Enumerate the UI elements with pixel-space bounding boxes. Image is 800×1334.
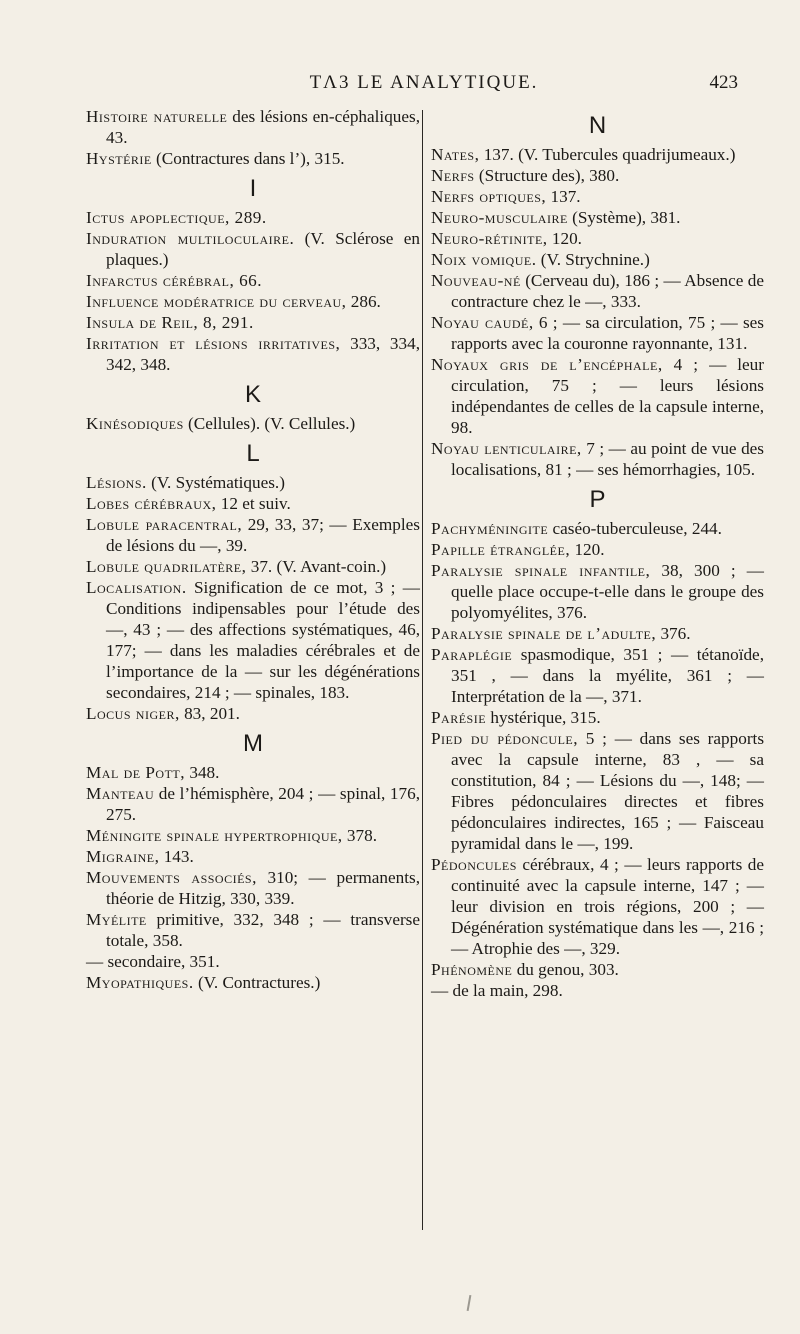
index-entry: [431, 707, 764, 728]
index-entry: [431, 144, 764, 165]
entry-headword: Kinésodiques: [86, 414, 184, 433]
column-divider: [422, 110, 423, 1230]
index-entry: [431, 438, 764, 480]
index-entry: [86, 762, 420, 783]
index-entry: [86, 825, 420, 846]
entry-headword: Locus niger,: [86, 704, 180, 723]
section-letter: M: [243, 730, 263, 757]
entry-headword: Hystérie: [86, 149, 152, 168]
entry-references: hystérique, 315.: [486, 708, 601, 727]
entry-references: 38, 300 ; — quelle place occupe-t-elle dans le groupe des polyomyélites, 376.: [451, 561, 764, 622]
index-entry: [431, 249, 764, 270]
entry-references: — de la main, 298.: [431, 981, 563, 1000]
entry-headword: Localisation.: [86, 578, 187, 597]
entry-references: (Système), 381.: [567, 208, 681, 227]
entry-references: 120.: [570, 540, 605, 559]
entry-headword: Migraine,: [86, 847, 160, 866]
index-entry: [431, 518, 764, 539]
entry-headword: Induration multiloculaire.: [86, 229, 295, 248]
entry-headword: Paralysie spinale infantile,: [431, 561, 651, 580]
entry-headword: Noix vomique.: [431, 250, 537, 269]
entry-headword: Lobule quadrilatère,: [86, 557, 247, 576]
entry-headword: Nouveau-né: [431, 271, 521, 290]
entry-references: — secondaire, 351.: [86, 952, 220, 971]
index-entry: [86, 577, 420, 703]
entry-references: des lésions en-céphaliques, 43.: [106, 107, 421, 147]
entry-headword: Pied du pédoncule,: [431, 729, 579, 748]
entry-references: de l’hémisphère, 204 ; — spinal, 176, 275.: [106, 784, 420, 824]
entry-headword: Ictus apoplectique, 289.: [86, 208, 267, 227]
entry-references: 12 et suiv.: [216, 494, 291, 513]
entry-references: 6 ; — sa circulation, 75 ; — ses rapports avec la couronne rayonnante, 131.: [451, 313, 764, 353]
header-title: TΛ3 LE ANALYTIQUE.: [309, 72, 539, 93]
index-entry: [431, 270, 764, 312]
index-entry: [431, 728, 764, 854]
entry-references: 378.: [342, 826, 377, 845]
entry-headword: Noyau lenticulaire,: [431, 439, 582, 458]
index-entry: [431, 623, 764, 644]
entry-headword: Histoire naturelle: [86, 107, 228, 126]
entry-headword: Infarctus cérébral, 66.: [86, 271, 263, 290]
page-number: 423: [709, 72, 738, 93]
entry-references: 37. (V. Avant-coin.): [246, 557, 387, 576]
entry-references: 137.: [546, 187, 581, 206]
index-entry: [431, 560, 764, 623]
index-entry: [431, 980, 764, 1001]
section-letter: I: [249, 175, 257, 202]
entry-references: (Cellules). (V. Cellules.): [183, 414, 356, 433]
index-entry: [86, 413, 420, 434]
left-column: [86, 106, 420, 993]
index-entry: [431, 228, 764, 249]
index-entry: [86, 783, 420, 825]
index-entry: [86, 207, 420, 228]
entry-headword: Méningite spinale hypertrophique,: [86, 826, 343, 845]
scan-mark: [467, 1295, 472, 1311]
entry-references: spasmodique, 351 ; — tétanoïde, 351 , — dans la myélite, 361 ; — Interprétation de la —, 371.: [451, 645, 764, 706]
index-entry: [86, 556, 420, 577]
index-entry: [86, 148, 420, 169]
entry-references: du genou, 303.: [512, 960, 619, 979]
section-letter: N: [588, 112, 607, 139]
entry-references: 7 ; — au point de vue des localisations, 81 ; — ses hémorrhagies, 105.: [451, 439, 764, 479]
index-entry: [431, 354, 764, 438]
entry-references: 333, 334, 342, 348.: [106, 334, 420, 374]
entry-references: (V. Sclérose en plaques.): [106, 229, 420, 269]
index-entry: [431, 854, 764, 959]
entry-references: 4 ; — leur circulation, 75 ; — leurs lésions indépendantes de celles de la capsule interne, 98.: [451, 355, 764, 437]
entry-headword: Paraplégie: [431, 645, 513, 664]
entry-headword: Mal de Pott,: [86, 763, 186, 782]
entry-references: caséo-tuberculeuse, 244.: [548, 519, 722, 538]
entry-headword: Mouvements associés,: [86, 868, 257, 887]
entry-headword: Influence modératrice du cerveau,: [86, 292, 347, 311]
entry-references: (V. Strychnine.): [536, 250, 650, 269]
entry-headword: Lobule paracentral,: [86, 515, 243, 534]
entry-headword: Manteau: [86, 784, 155, 803]
entry-headword: Pédoncules: [431, 855, 517, 874]
index-entry: [86, 514, 420, 556]
entry-headword: Phénomène: [431, 960, 513, 979]
index-entry: [431, 312, 764, 354]
index-entry: [86, 333, 420, 375]
entry-references: (Contractures dans l’), 315.: [151, 149, 345, 168]
index-entry: [86, 312, 420, 333]
running-header: [110, 68, 738, 100]
entry-headword: Lésions.: [86, 473, 147, 492]
entry-references: 83, 201.: [179, 704, 240, 723]
entry-references: Signification de ce mot, 3 ; — Conditions indipensables pour l’étude des —, 43 ; — des affections systématiques, 46, 177; — dans les maladies cérébrales et de l’importance de la — sur les dégénérations secondaires, 214 ; — spinales, 183.: [106, 578, 420, 702]
entry-references: 29, 33, 37; — Exemples de lésions du —, 39.: [106, 515, 420, 555]
entry-references: 348.: [185, 763, 220, 782]
entry-references: cérébraux, 4 ; — leurs rapports de continuité avec la capsule interne, 147 ; — leur division en trois régions, 200 ; — Dégénération systématique dans les —, 216 ; — Atrophie des —, 329.: [451, 855, 764, 958]
entry-references: (V. Contractures.): [193, 973, 321, 992]
entry-references: 286.: [346, 292, 381, 311]
section-letter: P: [589, 486, 606, 513]
entry-headword: Parésie: [431, 708, 487, 727]
index-entry: [431, 165, 764, 186]
entry-headword: Irritation et lésions irritatives,: [86, 334, 341, 353]
index-entry: [431, 959, 764, 980]
section-letter: K: [244, 381, 261, 408]
entry-headword: Lobes cérébraux,: [86, 494, 217, 513]
index-entry: [86, 909, 420, 951]
index-entry: [86, 228, 420, 270]
entry-headword: Neuro-musculaire: [431, 208, 568, 227]
entry-headword: Pachyméningite: [431, 519, 549, 538]
entry-references: 137. (V. Tubercules quadrijumeaux.): [479, 145, 736, 164]
entry-headword: Noyaux gris de l’encéphale,: [431, 355, 663, 374]
section-letter: L: [246, 440, 260, 467]
entry-headword: Papille étranglée,: [431, 540, 571, 559]
entry-headword: Nerfs: [431, 166, 475, 185]
entry-references: 143.: [159, 847, 194, 866]
index-entry: [86, 493, 420, 514]
index-entry: [431, 644, 764, 707]
entry-headword: Insula de Reil, 8, 291.: [86, 313, 254, 332]
entry-headword: Noyau caudé,: [431, 313, 534, 332]
index-entry: [86, 846, 420, 867]
index-entry: [86, 951, 420, 972]
index-entry: [86, 291, 420, 312]
entry-references: 5 ; — dans ses rapports avec la capsule interne, 83 , — sa constitution, 84 ; — Lésions du —, 148; — Fibres pédonculaires directes et fibres pédonculaires indirectes, 165 ; — Faisceau pyramidal dans le —, 199.: [451, 729, 765, 853]
index-entry: [431, 186, 764, 207]
entry-headword: Paralysie spinale de l’adulte,: [431, 624, 657, 643]
entry-references: (Structure des), 380.: [474, 166, 620, 185]
entry-references: (Cerveau du), 186 ; — Absence de contracture chez le —, 333.: [451, 271, 764, 311]
index-entry: [431, 539, 764, 560]
entry-headword: Myopathiques.: [86, 973, 194, 992]
entry-references: primitive, 332, 348 ; — transverse totale, 358.: [106, 910, 420, 950]
index-entry: [86, 972, 420, 993]
index-entry: [431, 207, 764, 228]
index-entry: [86, 270, 420, 291]
index-entry: [86, 867, 420, 909]
index-entry: [86, 106, 420, 148]
entry-headword: Neuro-rétinite,: [431, 229, 548, 248]
right-column: [431, 106, 764, 1001]
entry-references: (V. Systématiques.): [146, 473, 285, 492]
index-entry: [86, 472, 420, 493]
entry-headword: Myélite: [86, 910, 147, 929]
entry-references: 310; — permanents, théorie de Hitzig, 330, 339.: [106, 868, 421, 908]
entry-references: 376.: [656, 624, 691, 643]
index-entry: [86, 703, 420, 724]
entry-headword: Nates,: [431, 145, 480, 164]
entry-references: 120.: [547, 229, 582, 248]
entry-headword: Nerfs optiques,: [431, 187, 547, 206]
